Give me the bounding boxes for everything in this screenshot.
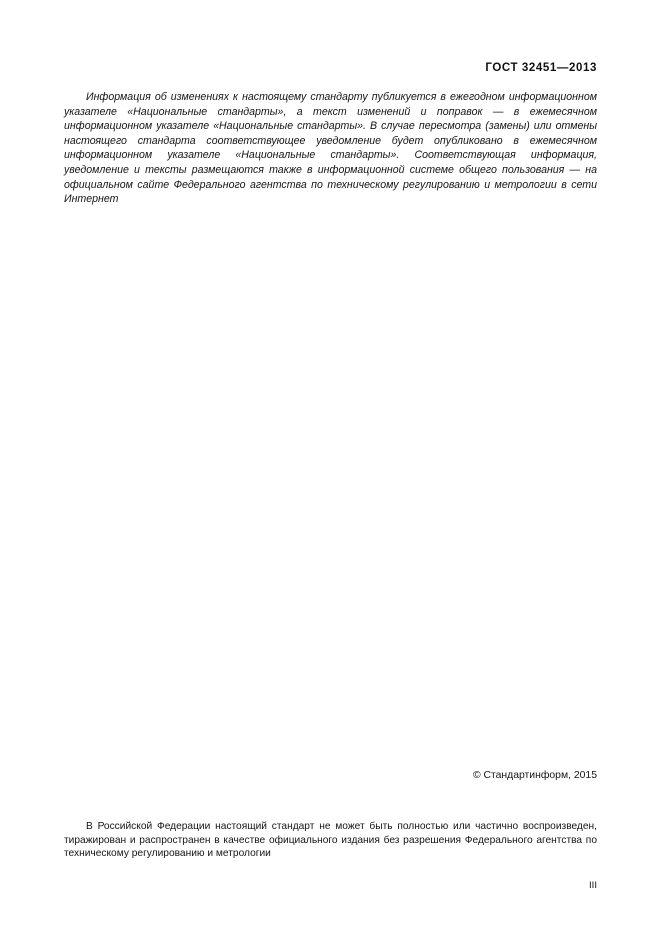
- page-content-area: [64, 0, 597, 936]
- legal-notice-block: [64, 820, 597, 861]
- intro-notice-block: [64, 90, 597, 207]
- standard-designation-header: ГОСТ 32451—2013: [485, 62, 597, 74]
- legal-notice-paragraph: В Российской Федерации настоящий стандарт не может быть полностью или частично воспроизведен, тиражирован и распространен в качестве официального издания без разрешения Федерального агентства по техническому регулированию и метрологии: [64, 821, 597, 860]
- intro-notice-paragraph: Информация об изменениях к настоящему стандарту публикуется в ежегодном информационном указателе «Национальные стандарты», а текст изменений и поправок — в ежемесячном информационном указателе «Национальные стандарты». В случае пересмотра (замены) или отмены настоящего стандарта соответствующее уведомление будет опубликовано в ежемесячном информационном указателе «Национальные стандарты». Соответствующая информация, уведомление и тексты размещаются также в информационной системе общего пользования — на официальном сайте Федерального агентства по техническому регулированию и метрологии в сети Интернет: [64, 91, 597, 206]
- copyright-line: © Стандартинформ, 2015: [472, 770, 597, 781]
- page-number: III: [589, 880, 597, 891]
